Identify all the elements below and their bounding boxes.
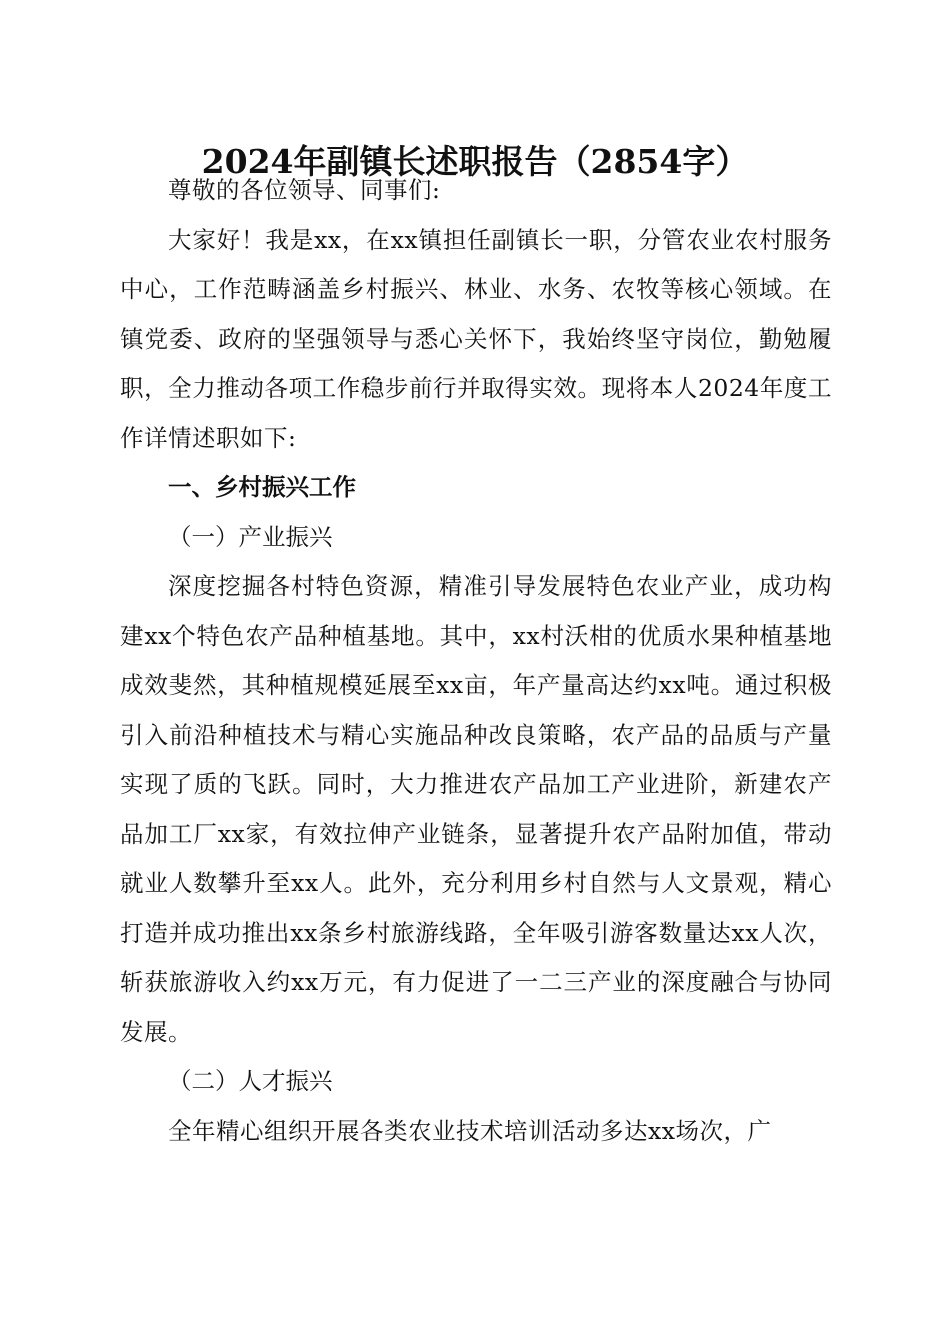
section-1-sub-2-paragraph: 全年精心组织开展各类农业技术培训活动多达xx场次，广 [168,1116,772,1145]
document-title: 2024年副镇长述职报告（2854字） [201,142,749,181]
section-1-heading: 一、乡村振兴工作 [168,473,356,501]
greeting-paragraph: 尊敬的各位领导、同事们: [168,176,441,204]
section-1-sub-1-heading: （一）产业振兴 [168,522,333,551]
section-1-sub-1-paragraph: 深度挖掘各村特色资源，精准引导发展特色农业产业，成功构建xx个特色农产品种植基地。其中，xx村沃柑的优质水果种植基地成效斐然，其种植规模延展至xx亩，年产量高达约xx吨。通过积极引入前沿种植技术与精心实施品种改良策略，农产品的品质与产量实现了质的飞跃。同时，大力推进农产品加工产业进阶，新建农产品加工厂xx家，有效拉伸产业链条，显著提升农产品附加值，带动就业人数攀升至xx人。此外，充分利用乡村自然与人文景观，精心打造并成功推出xx条乡村旅游线路，全年吸引游客数量达xx人次，斩获旅游收入约xx万元，有力促进了一二三产业的深度融合与协同发展。 [120,572,832,1046]
document-body [120,166,832,1156]
intro-paragraph: 大家好！我是xx，在xx镇担任副镇长一职，分管农业农村服务中心，工作范畴涵盖乡村振兴、林业、水务、农牧等核心领域。在镇党委、政府的坚强领导与悉心关怀下，我始终坚守岗位，勤勉履职，全力推动各项工作稳步前行并取得实效。现将本人2024年度工作详情述职如下: [120,225,832,452]
section-1-sub-2-heading: （二）人才振兴 [168,1067,333,1095]
